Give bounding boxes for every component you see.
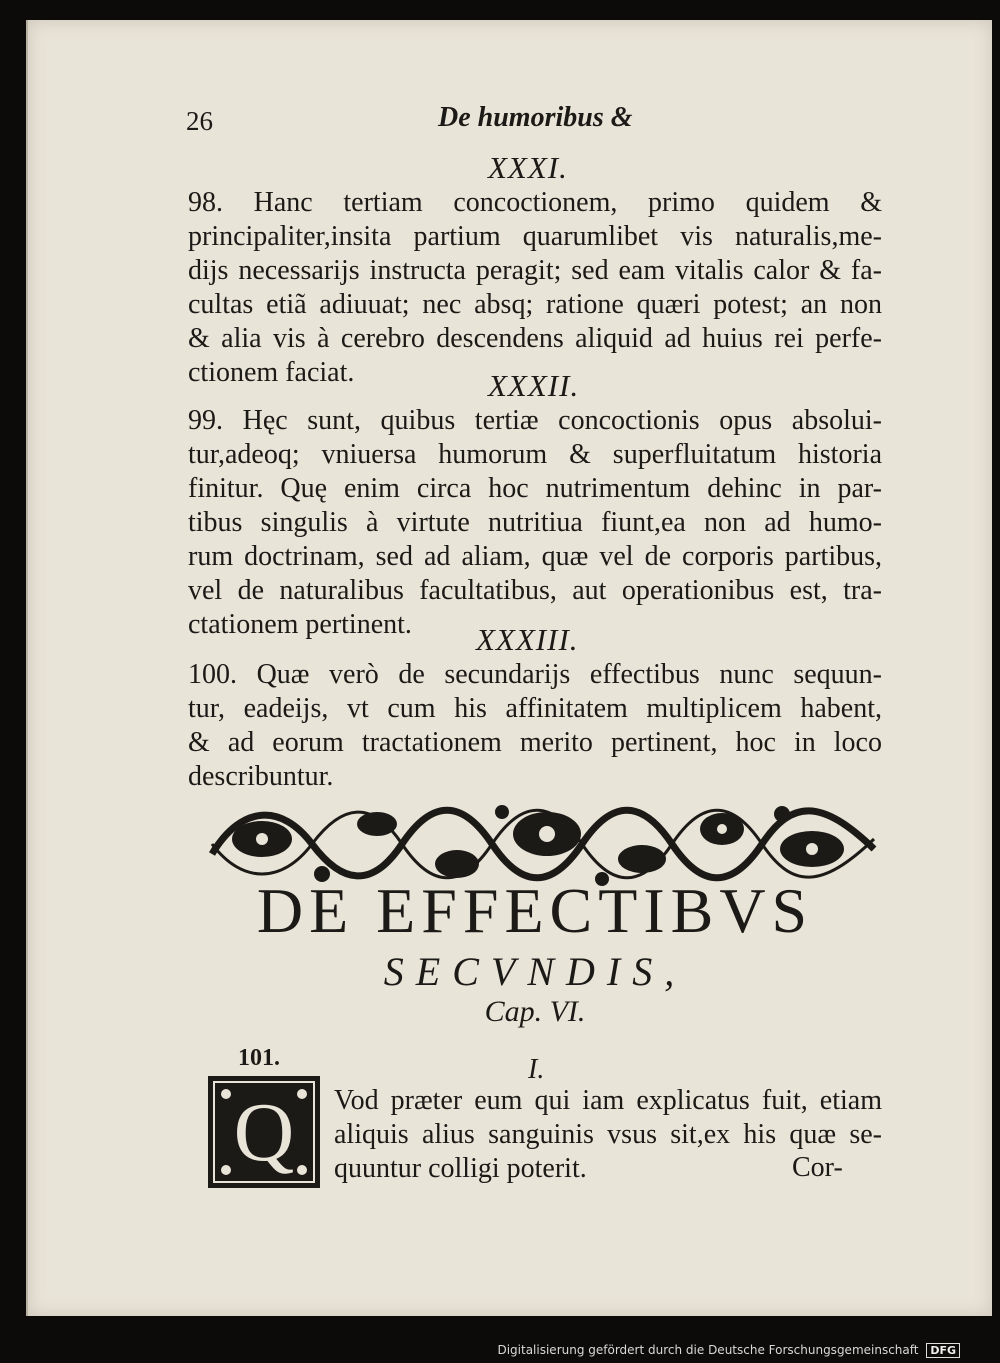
text-line: quuntur colligi poterit. xyxy=(334,1153,587,1184)
catchword: Cor- xyxy=(792,1152,843,1183)
text-line: ctationem pertinent. xyxy=(188,609,412,640)
text-line: 99. Hęc sunt, quibus tertiæ concoctionis opus absolui- xyxy=(188,405,882,436)
text-line: Vod præter eum qui iam explicatus fuit, etiam xyxy=(334,1085,882,1116)
text-line: & alia vis à cerebro descendens aliquid ad huius rei perfe- xyxy=(188,323,882,354)
book-page xyxy=(26,20,992,1316)
decorated-initial-q xyxy=(204,1072,324,1192)
text-line: ctionem faciat. xyxy=(188,357,355,388)
running-head: De humoribus & xyxy=(438,102,633,133)
text-line: cultas etiã adiuuat; nec absq; ratione quæri potest; an non xyxy=(188,289,882,320)
text-line: aliquis alius sanguinis vsus sit,ex his quæ se- xyxy=(334,1119,882,1150)
chapter-subtitle: SECVNDIS, xyxy=(383,949,687,994)
credit-text: Digitalisierung gefördert durch die Deutsche Forschungsgemeinschaft xyxy=(497,1343,919,1357)
chapter-number: Cap. VI. xyxy=(484,995,586,1028)
page-number: 26 xyxy=(186,106,213,136)
text-line: tur, eadeijs, vt cum his affinitatem multiplicem habent, xyxy=(188,693,882,724)
paragraph-98 xyxy=(188,186,882,390)
text-line: dijs necessarijs instructa peragit; sed eam vitalis calor & fa- xyxy=(188,255,882,286)
paragraph-number: 101. xyxy=(238,1045,280,1071)
chapter-title: DE EFFECTIBVS xyxy=(256,875,814,946)
section-heading-xxxi: XXXI. xyxy=(488,150,568,185)
digitization-credit xyxy=(497,1343,960,1358)
text-line: 98. Hanc tertiam concoctionem, primo quidem & xyxy=(188,187,882,218)
section-heading-xxxiii: XXXIII. xyxy=(476,622,579,657)
paragraph-100 xyxy=(188,658,882,794)
section-heading-xxxii: XXXII. xyxy=(488,368,580,403)
dfg-logo: DFG xyxy=(926,1343,960,1358)
text-line: vel de naturalibus facultatibus, aut operationibus est, tra- xyxy=(188,575,882,606)
text-line: finitur. Quę enim circa hoc nutrimentum dehinc in par- xyxy=(188,473,882,504)
text-line: tur,adeoq; vniuersa humorum & superfluitatum historia xyxy=(188,439,882,470)
text-line: principaliter,insita partium quarumlibet vis naturalis,me- xyxy=(188,221,882,252)
paragraph-99 xyxy=(188,404,882,642)
svg-text:Q: Q xyxy=(233,1086,295,1179)
text-line: & ad eorum tractationem merito pertinent, hoc in loco xyxy=(188,727,882,758)
text-line: describuntur. xyxy=(188,761,334,792)
section-heading-i: I. xyxy=(528,1054,545,1085)
text-line: 100. Quæ verò de secundarijs effectibus nunc sequun- xyxy=(188,659,882,690)
text-line: rum doctrinam, sed ad aliam, quæ vel de corporis partibus, xyxy=(188,541,882,572)
text-line: tibus singulis à virtute nutritiua fiunt,ea non ad humo- xyxy=(188,507,882,538)
